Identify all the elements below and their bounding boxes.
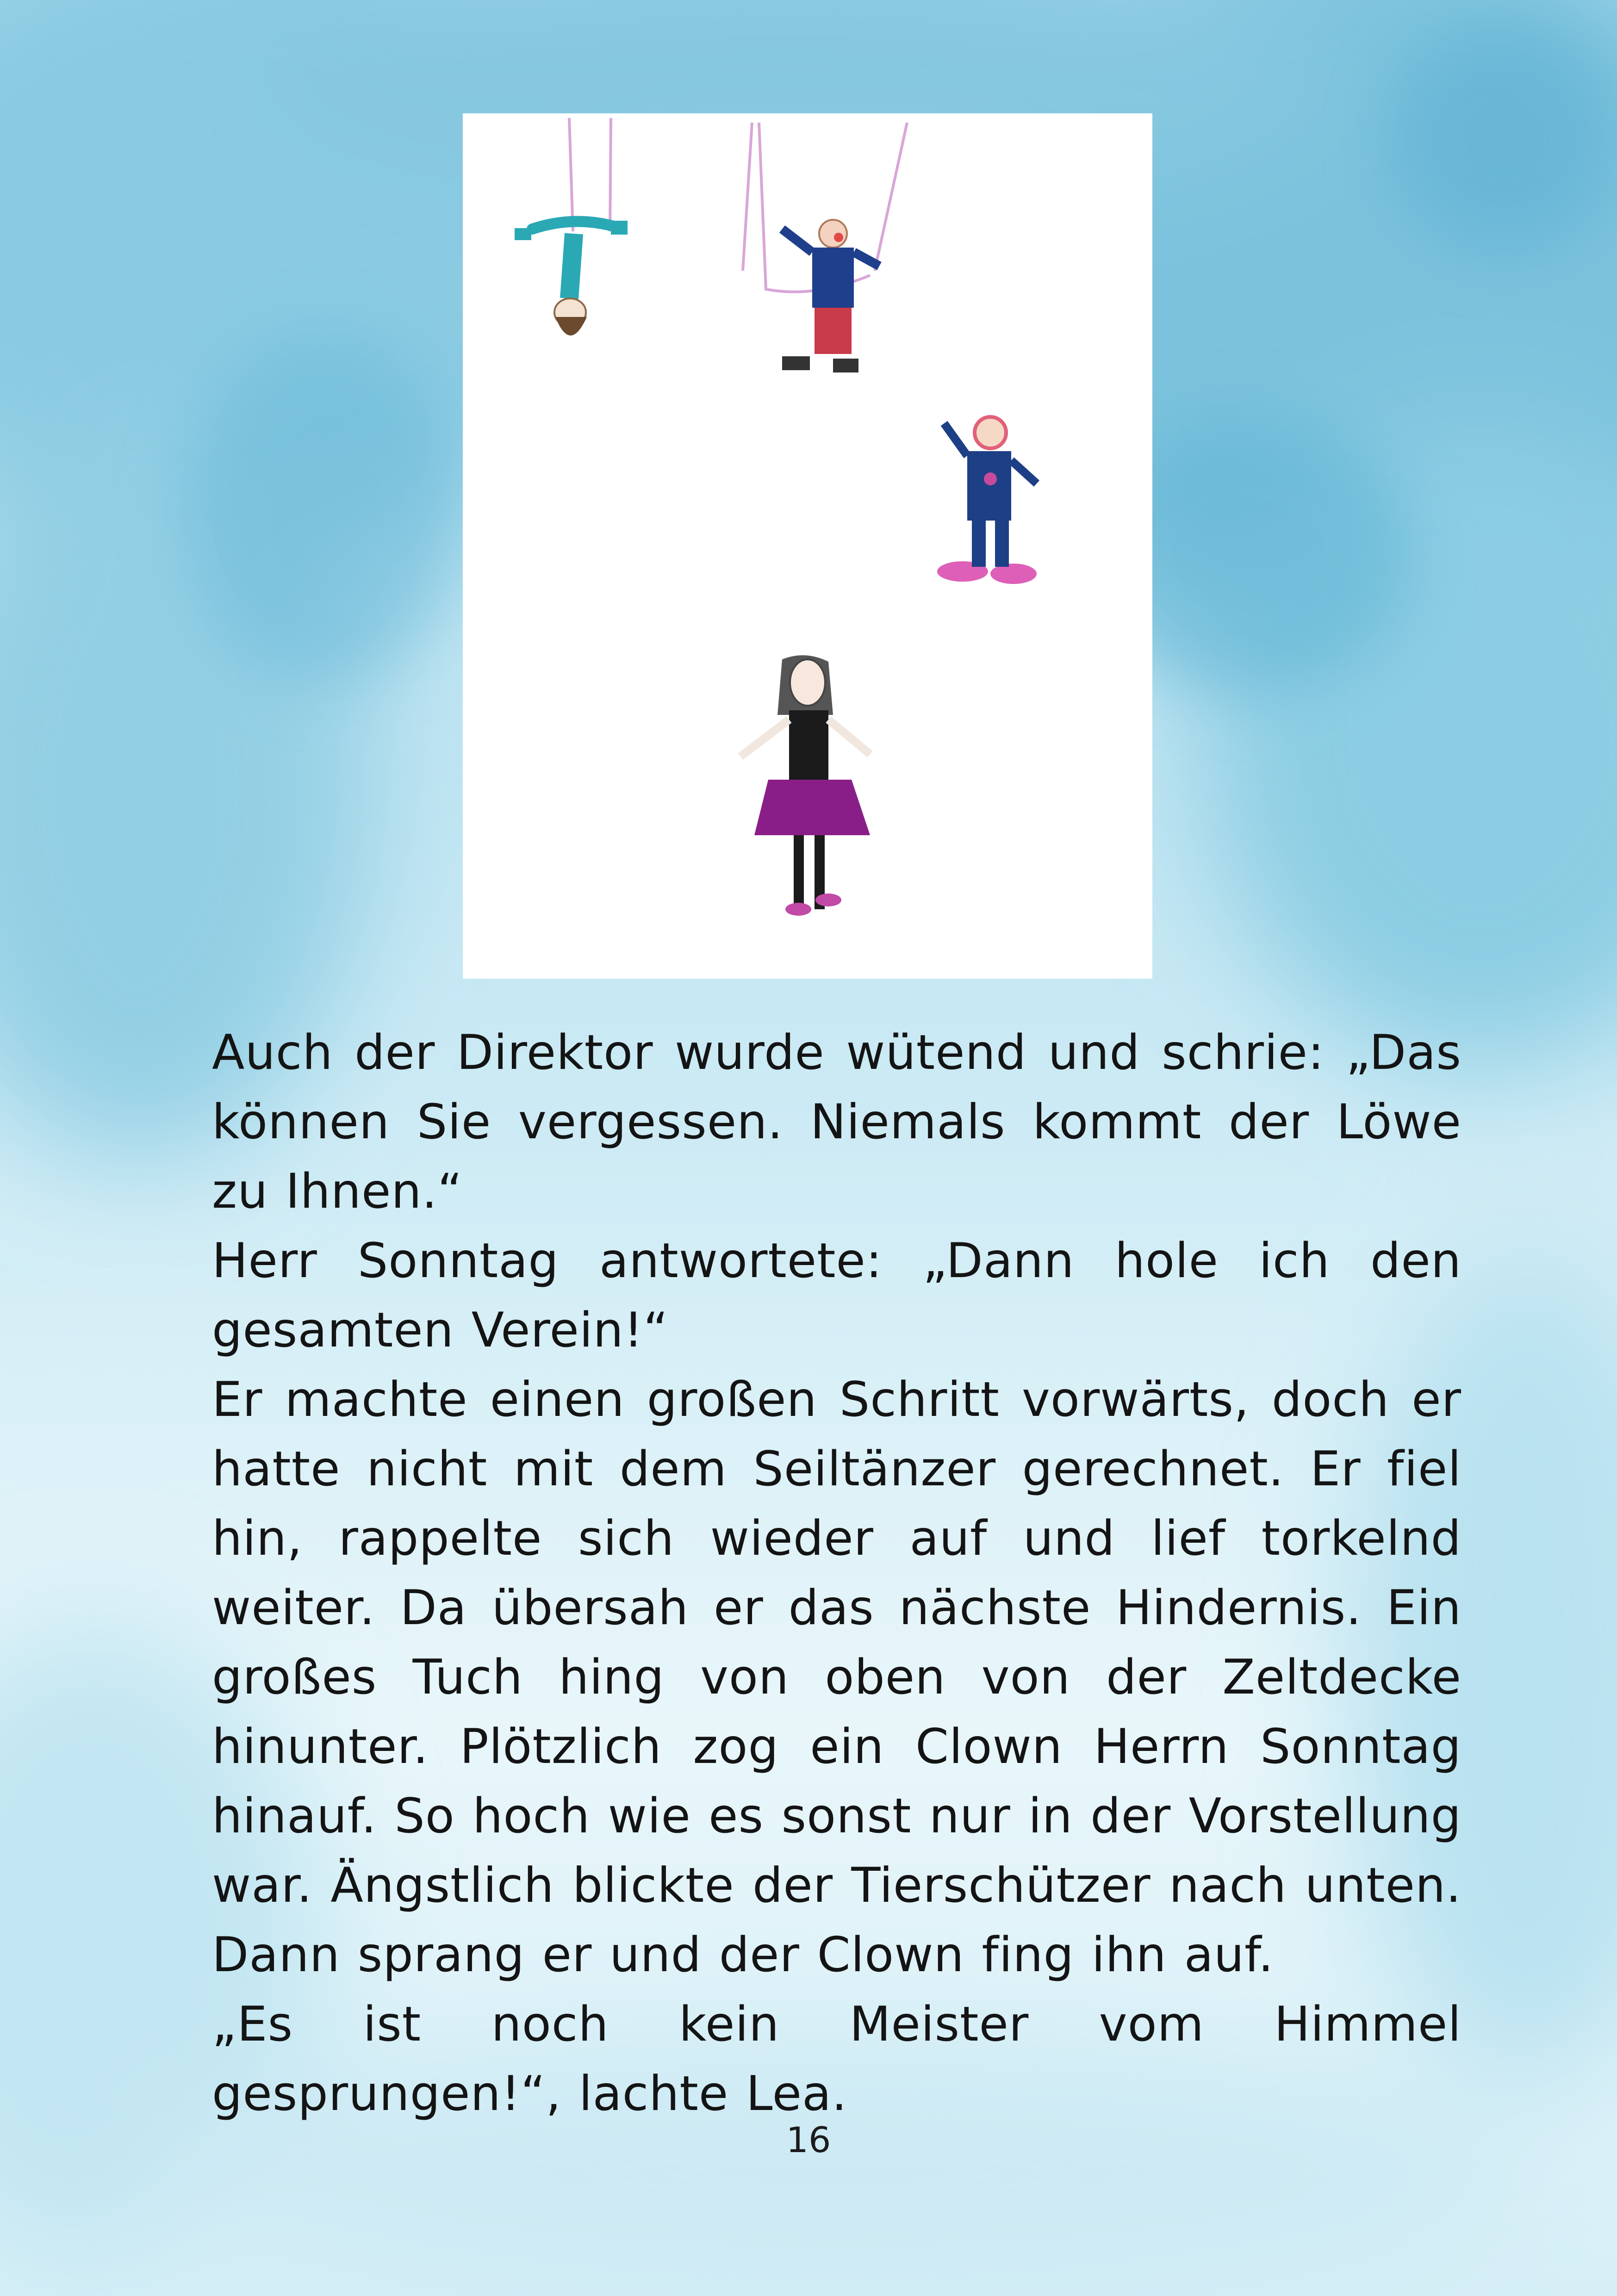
- trapeze-ropes: [569, 118, 907, 292]
- story-paragraph: „Es ist noch kein Meister vom Himmel gesprungen!“, lachte Lea.: [212, 1997, 1462, 2122]
- man-checkered-shirt-figure: [782, 220, 879, 372]
- child-drawing-illustration: [463, 113, 1152, 979]
- acrobat-figure-upside-down: [515, 221, 628, 335]
- girl-figure: [740, 655, 870, 916]
- story-paragraph: Auch der Direktor wurde wütend und schrie: „Das können Sie vergessen. Niemals kommt der Löwe zu Ihnen.“: [212, 1025, 1462, 1219]
- page-number: 16: [786, 2119, 831, 2160]
- story-paragraph: Er machte einen großen Schritt vorwärts, doch er hatte nicht mit dem Seiltänzer gerechnet. Er fiel hin, rappelte sich wieder auf und lief torkelnd weiter. Da übersah er das nächste Hindernis. Ein großes Tuch hing von oben von der Zeltdecke hinunter. Plötzlich zog ein Clown Herrn Sonntag hinauf. So hoch wie es sonst nur in der Vorstellung war. Ängstlich blickte der Tierschützer nach unten. Dann sprang er und der Clown fing ihn auf.: [212, 1372, 1462, 1983]
- clown-figure: [937, 417, 1037, 584]
- story-text: [212, 1018, 1462, 2128]
- story-paragraph: Herr Sonntag antwortete: „Dann hole ich den gesamten Verein!“: [212, 1233, 1462, 1358]
